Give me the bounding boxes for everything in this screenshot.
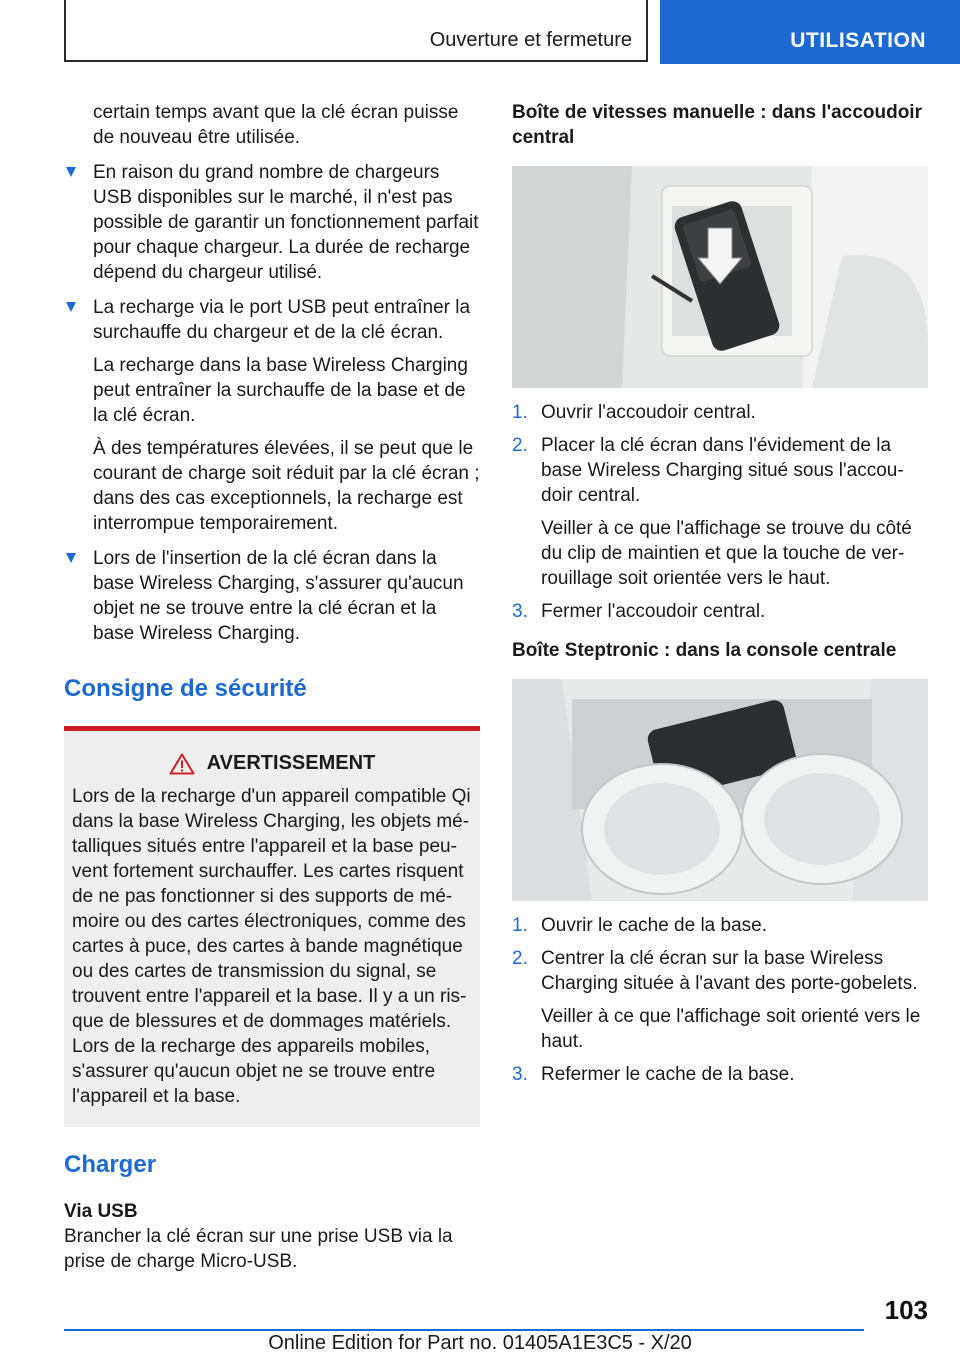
header-section-box xyxy=(64,0,648,62)
edition-footer: Online Edition for Part no. 01405A1E3C5 - X/20 xyxy=(268,1332,692,1354)
step-number: 1. xyxy=(512,915,528,936)
bullet-triangle-icon xyxy=(66,553,76,563)
warning-box xyxy=(64,726,480,1127)
list-item xyxy=(512,1062,928,1087)
list-item xyxy=(64,295,480,536)
step-text: Refermer le cache de la base. xyxy=(541,1064,795,1085)
page-number: 103 xyxy=(884,1295,928,1325)
list-item xyxy=(512,400,928,425)
section-title: Ouverture et fermeture xyxy=(429,29,632,51)
list-item xyxy=(64,160,480,285)
warning-header xyxy=(72,751,472,776)
step-text: Ouvrir le cache de la base. xyxy=(541,915,768,936)
bullet-text: En raison du grand nombre de chargeurs USB disponibles sur le marché, il n'est pas possible de garantir un fonctionnement parfait pour chaque chargeur. La durée de recharge dépend du chargeur utilisé. xyxy=(93,162,479,283)
chapter-title: UTILISATION xyxy=(790,29,926,52)
warning-title: AVERTISSEMENT xyxy=(206,752,376,774)
bullet-triangle-icon xyxy=(66,302,76,312)
bullet-text: Lors de l'insertion de la clé écran dans la base Wireless Charging, s'assurer qu'aucun objet ne se trouve entre la clé écran et la base Wireless Charging. xyxy=(93,548,464,644)
usb-heading: Via USB xyxy=(64,1201,138,1222)
manual-heading: Boîte de vitesses manuelle : dans l'accoudoir central xyxy=(512,102,922,148)
step-number: 2. xyxy=(512,948,528,969)
center-console-photo xyxy=(512,679,928,901)
step-text: Centrer la clé écran sur la base Wireless Charging située à l'avant des porte-gobelets. xyxy=(541,948,918,994)
step-note: Veiller à ce que l'affichage soit orienté vers le haut. xyxy=(541,1006,921,1052)
list-item xyxy=(64,546,480,646)
list-item xyxy=(512,946,928,1054)
step-text: Placer la clé écran dans l'évidement de la base Wireless Charging situé sous l'accoudoir central. xyxy=(541,435,904,506)
usb-text: Brancher la clé écran sur une prise USB via la prise de charge Micro-USB. xyxy=(64,1226,453,1272)
bullet-text: La recharge via le port USB peut entraîner la surchauffe du chargeur et de la clé écran. xyxy=(93,297,471,343)
left-column xyxy=(64,100,480,1274)
steptronic-heading: Boîte Steptronic : dans la console centrale xyxy=(512,640,897,661)
charge-heading: Charger xyxy=(64,1151,157,1178)
intro-continuation: certain temps avant que la clé écran puisse de nouveau être utilisée. xyxy=(93,102,459,148)
warning-triangle-icon xyxy=(169,753,195,775)
bullet-sub-text: La recharge dans la base Wireless Charging peut entraîner la surchauffe de la base et de la clé écran. xyxy=(93,355,468,426)
step-text: Fermer l'accoudoir central. xyxy=(541,601,766,622)
step-number: 3. xyxy=(512,1064,528,1085)
list-item xyxy=(512,433,928,591)
step-number: 2. xyxy=(512,435,528,456)
header-chapter-tab xyxy=(660,0,960,64)
warning-text: Lors de la recharge d'un appareil compatible Qi dans la base Wireless Charging, les objets métalliques situés entre l'appareil et la base peuvent fortement surchauffer. Les cartes risquent de ne pas fonctionner si des supports de mémoire ou des cartes électroniques, comme des cartes à puce, des cartes à bande magnétique ou des cartes de transmission du signal, se trouvent entre l'appareil et la base. Il y a un risque de blessures et de dommages matériels. Lors de la recharge des appareils mobiles, s'assurer qu'aucun objet ne se trouve entre l'appareil et la base. xyxy=(72,786,471,1107)
safety-heading: Consigne de sécurité xyxy=(64,675,307,702)
step-text: Ouvrir l'accoudoir central. xyxy=(541,402,756,423)
list-item xyxy=(512,599,928,624)
step-number: 1. xyxy=(512,402,528,423)
step-number: 3. xyxy=(512,601,528,622)
bullet-triangle-icon xyxy=(66,167,76,177)
list-item xyxy=(512,913,928,938)
bullet-sub-text: À des températures élevées, il se peut que le courant de charge soit réduit par la clé écran ; dans des cas exceptionnels, la recharge est interrompue temporairement. xyxy=(93,438,480,534)
right-column xyxy=(512,100,928,1087)
step-note: Veiller à ce que l'affichage se trouve du côté du clip de maintien et que la touche de verrouillage soit orientée vers le haut. xyxy=(541,518,912,589)
armrest-photo xyxy=(512,166,928,388)
